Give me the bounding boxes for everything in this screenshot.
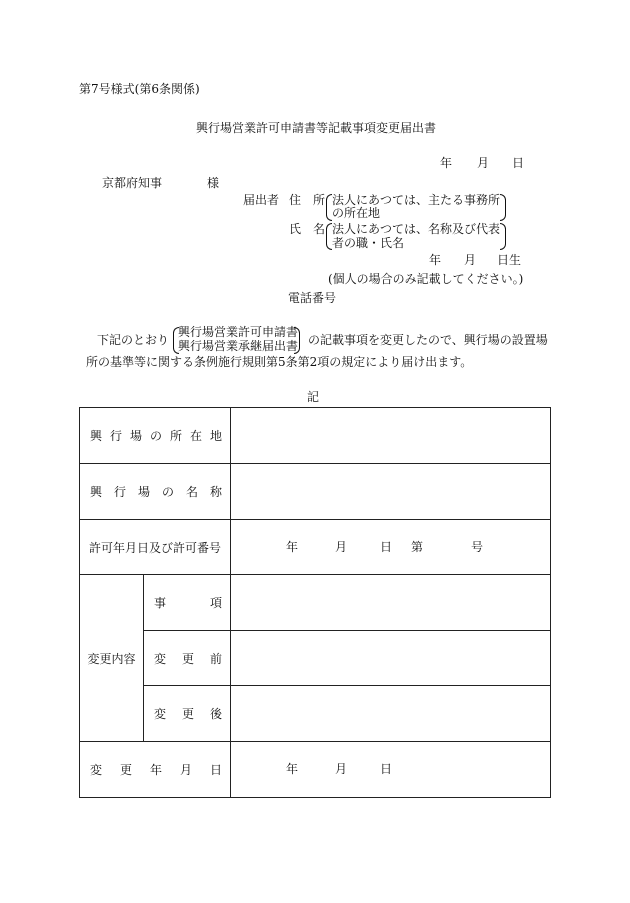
- birth-note: (個人の場合のみ記載してください。): [328, 272, 524, 286]
- facility-name-label: 興 行 場 の 名 称: [90, 485, 223, 499]
- document-title: 興行場営業許可申請書等記載事項変更届出書: [196, 121, 437, 135]
- change-item-value-cell[interactable]: [231, 575, 551, 631]
- name-bracket-right: [500, 223, 506, 250]
- name-note-line1: 法人にあつては、名称及び代表: [332, 222, 501, 236]
- change-date-label-cell: [80, 742, 231, 798]
- change-after-label: 変 更 後: [154, 707, 223, 721]
- body-prefix: 下記のとおり: [97, 333, 170, 347]
- change-before-label: 変 更 前: [154, 651, 223, 666]
- name-label: 氏 名: [289, 222, 326, 236]
- permit-go: 号: [471, 540, 484, 554]
- change-date-month: 月: [335, 762, 348, 776]
- address-note-line2: の所在地: [332, 206, 381, 220]
- change-after-value-cell[interactable]: [231, 686, 551, 742]
- change-date-year: 年: [286, 762, 299, 776]
- date-year: 年: [440, 156, 453, 170]
- table-row-permit: [80, 520, 551, 575]
- addressee-honorific: 様: [207, 176, 220, 190]
- change-before-value-cell[interactable]: [231, 631, 551, 686]
- change-date-day: 日: [380, 762, 393, 776]
- table-row-change-date: [80, 742, 551, 798]
- permit-year: 年: [286, 540, 299, 554]
- body-line1-suffix: の記載事項を変更したので、興行場の設置場: [308, 333, 548, 347]
- birth-year: 年: [429, 253, 442, 267]
- option-permit-application: 興行場営業許可申請書: [178, 325, 299, 339]
- details-table: [79, 407, 551, 798]
- permit-label-cell: [80, 520, 231, 575]
- location-value-cell[interactable]: [231, 408, 551, 464]
- table-row-change-before: [80, 631, 551, 686]
- addressee-name: 京都府知事: [102, 176, 163, 190]
- change-item-label-cell: [144, 575, 231, 631]
- body-line2: 所の基準等に関する条例施行規則第5条第2項の規定により届け出ます。: [86, 355, 473, 369]
- change-after-label-cell: [144, 686, 231, 742]
- phone-label: 電話番号: [288, 291, 337, 305]
- table-row-change-after: [80, 686, 551, 742]
- option-bracket-right: [294, 327, 300, 354]
- birth-day: 日生: [497, 253, 522, 267]
- option-succession-notice: 興行場営業承継届出書: [178, 339, 299, 353]
- address-bracket-right: [500, 194, 506, 221]
- ki-heading: 記: [307, 390, 320, 404]
- table-row-location: [80, 408, 551, 464]
- change-before-label-cell: [144, 631, 231, 686]
- permit-day: 日: [380, 540, 393, 554]
- address-note-line1: 法人にあつては、主たる事務所: [332, 193, 501, 207]
- table-row-name: [80, 464, 551, 520]
- table-row-change-item: [80, 575, 551, 631]
- date-month: 月: [477, 156, 490, 170]
- birth-month: 月: [464, 253, 477, 267]
- permit-dai: 第: [411, 540, 424, 554]
- change-date-label: 変 更 年 月 日: [90, 763, 223, 777]
- name-label-cell: [80, 464, 231, 520]
- permit-month: 月: [335, 540, 348, 554]
- facility-name-value-cell[interactable]: [231, 464, 551, 520]
- change-item-label: 事 項: [154, 596, 223, 610]
- permit-value-cell[interactable]: [231, 520, 551, 575]
- form-number: 第7号様式(第6条関係): [79, 82, 200, 96]
- change-content-label-cell: [80, 575, 144, 742]
- date-day: 日: [512, 156, 525, 170]
- permit-label: 許可年月日及び許可番号: [89, 540, 222, 555]
- name-note-line2: 者の職・氏名: [332, 236, 405, 250]
- address-label: 住 所: [289, 193, 326, 207]
- location-label-cell: [80, 408, 231, 464]
- applicant-label: 届出者: [243, 193, 280, 207]
- change-date-value-cell[interactable]: [231, 742, 551, 798]
- change-content-label: 変更内容: [87, 651, 136, 666]
- location-label: 興 行 場 の 所 在 地: [90, 429, 223, 443]
